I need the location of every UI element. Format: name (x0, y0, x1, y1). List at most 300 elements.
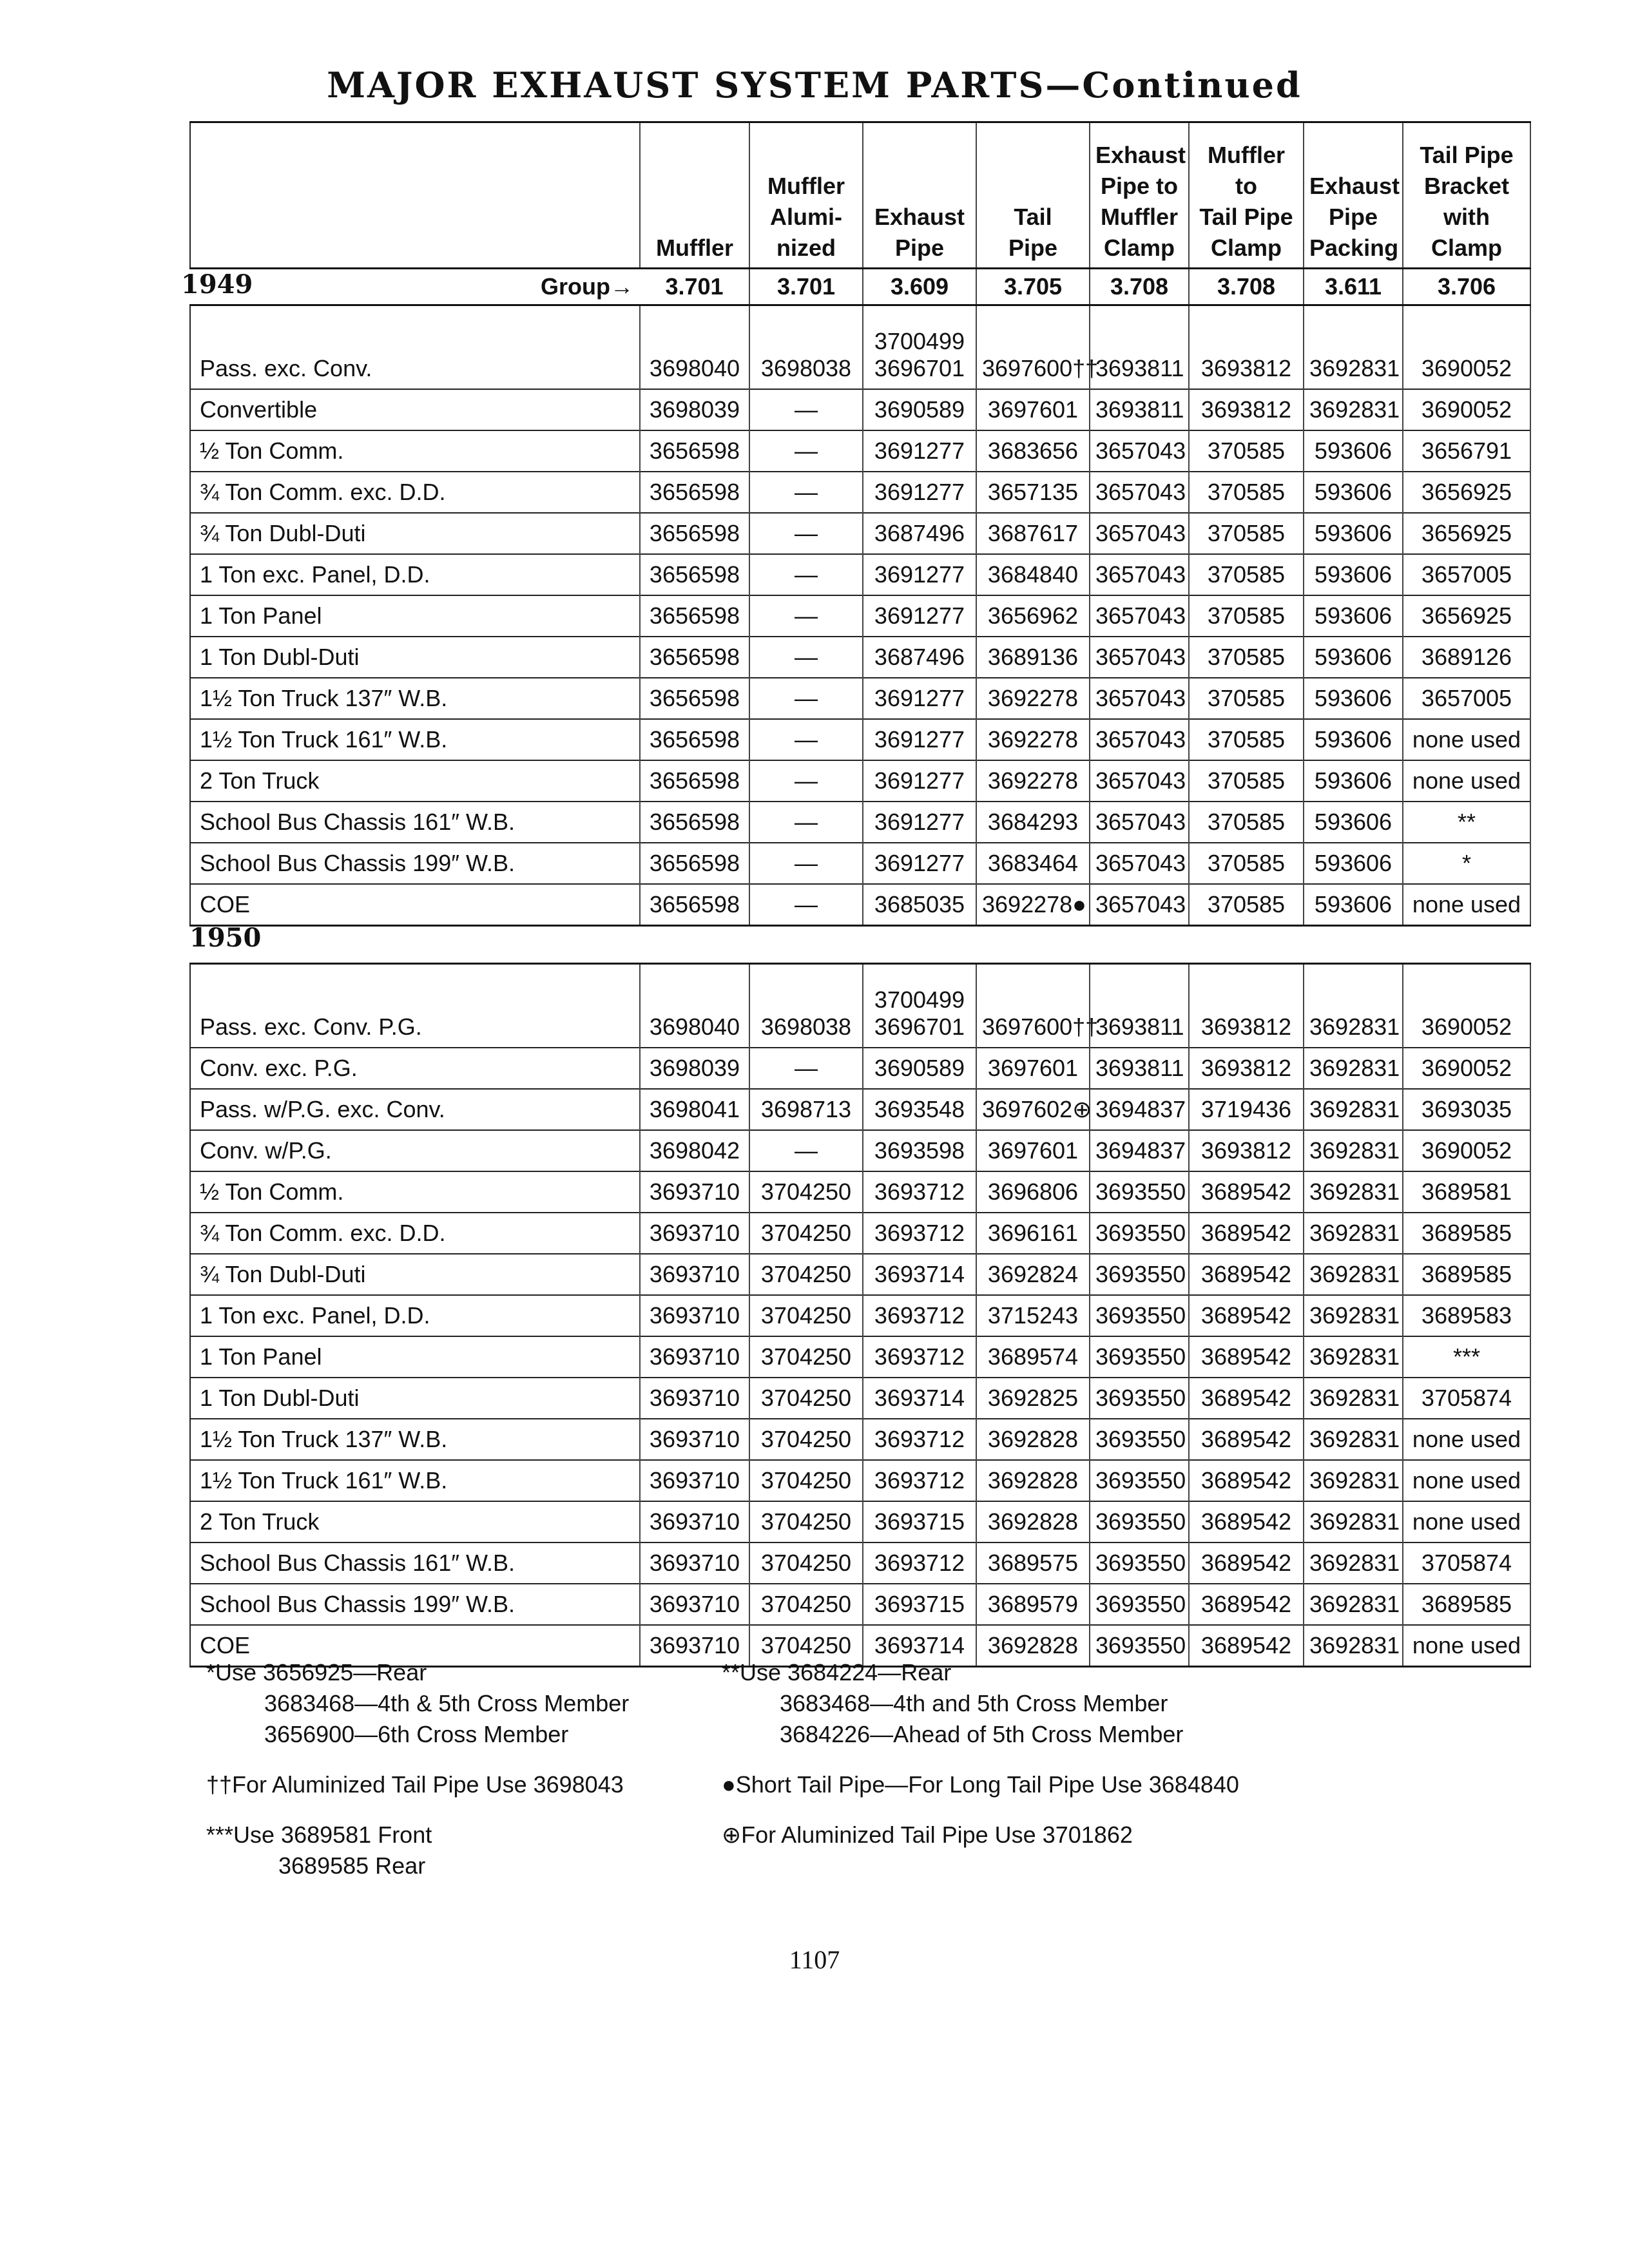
tail-pipe-cell: 3697601 (976, 1130, 1090, 1171)
pipe-muffler-clamp-cell: 3693550 (1090, 1336, 1189, 1378)
footnote-single-star (206, 1657, 629, 1750)
model-cell: 1 Ton Panel (190, 595, 640, 637)
pipe-muffler-clamp-cell: 3693811 (1090, 305, 1189, 390)
muffler-tail-clamp-cell: 3689542 (1189, 1213, 1304, 1254)
muffler-tail-clamp-cell: 3689542 (1189, 1419, 1304, 1460)
aluminized-muffler-cell: 3704250 (749, 1295, 863, 1336)
footnote-line: 3689585 Rear (278, 1852, 426, 1879)
page-title: MAJOR EXHAUST SYSTEM PARTS—Continued (327, 64, 1302, 106)
muffler-cell: 3693710 (640, 1213, 749, 1254)
packing-cell: 593606 (1304, 802, 1403, 843)
header-tail-pipe-line-1: Tail (1014, 204, 1052, 230)
pipe-muffler-clamp-cell: 3693550 (1090, 1171, 1189, 1213)
table-row (190, 760, 1530, 802)
muffler-cell: 3656598 (640, 802, 749, 843)
muffler-cell: 3693710 (640, 1501, 749, 1542)
bracket-cell: * (1403, 843, 1530, 884)
aluminized-muffler-cell: — (749, 843, 863, 884)
model-cell: ¾ Ton Dubl-Duti (190, 1254, 640, 1295)
header-epp-line-2: Pipe (1328, 204, 1378, 230)
table-row (190, 1378, 1530, 1419)
model-cell: 1 Ton exc. Panel, D.D. (190, 554, 640, 595)
tail-pipe-cell: 3692278 (976, 760, 1090, 802)
muffler-tail-clamp-cell: 370585 (1189, 513, 1304, 554)
pipe-muffler-clamp-cell: 3693550 (1090, 1542, 1189, 1584)
muffler-tail-clamp-cell: 3719436 (1189, 1089, 1304, 1130)
aluminized-muffler-cell: — (749, 1130, 863, 1171)
header-tpb-line-3: with (1443, 204, 1490, 230)
group-code: 3.701 (749, 269, 863, 305)
exhaust-pipe-cell: 3693715 (863, 1501, 976, 1542)
muffler-cell: 3656598 (640, 595, 749, 637)
tail-pipe-cell: 3692828 (976, 1501, 1090, 1542)
footnote-double-dagger (206, 1769, 629, 1800)
table-row (190, 964, 1530, 1048)
tail-pipe-cell: 3689136 (976, 637, 1090, 678)
aluminized-muffler-cell: — (749, 554, 863, 595)
tail-pipe-cell: 3715243 (976, 1295, 1090, 1336)
packing-cell: 3692831 (1304, 389, 1403, 430)
table-row (190, 513, 1530, 554)
aluminized-muffler-cell: 3704250 (749, 1378, 863, 1419)
table-row (190, 1542, 1530, 1584)
bracket-cell: 3689583 (1403, 1295, 1530, 1336)
exhaust-pipe-cell: 3693712 (863, 1460, 976, 1501)
table-row (190, 843, 1530, 884)
header-epmc-line-4: Clamp (1103, 235, 1175, 261)
tail-pipe-cell: 3684840 (976, 554, 1090, 595)
table-row (190, 389, 1530, 430)
header-exhaust-pipe (863, 122, 976, 269)
bracket-cell: 3690052 (1403, 305, 1530, 390)
muffler-cell: 3693710 (640, 1295, 749, 1336)
header-exhaust-pipe-line-1: Exhaust (874, 204, 965, 230)
table-row (190, 472, 1530, 513)
muffler-cell: 3693710 (640, 1625, 749, 1667)
pipe-muffler-clamp-cell: 3657043 (1090, 554, 1189, 595)
aluminized-muffler-cell: 3698038 (749, 305, 863, 390)
exhaust-pipe-number: 3696701 (874, 355, 965, 381)
bracket-cell: 3705874 (1403, 1378, 1530, 1419)
group-code: 3.611 (1304, 269, 1403, 305)
tail-pipe-cell: 3689574 (976, 1336, 1090, 1378)
bracket-cell: 3656925 (1403, 513, 1530, 554)
header-tpb-line-1: Tail Pipe (1420, 142, 1514, 168)
muffler-cell: 3656598 (640, 472, 749, 513)
packing-cell: 593606 (1304, 884, 1403, 926)
muffler-tail-clamp-cell: 370585 (1189, 595, 1304, 637)
footnote-line: ⊕For Aluminized Tail Pipe Use 3701862 (722, 1821, 1133, 1848)
table-row (190, 1295, 1530, 1336)
model-cell: ¾ Ton Dubl-Duti (190, 513, 640, 554)
packing-cell: 3692831 (1304, 305, 1403, 390)
pipe-muffler-clamp-cell: 3657043 (1090, 513, 1189, 554)
muffler-tail-clamp-cell: 3689542 (1189, 1336, 1304, 1378)
bracket-cell: 3689581 (1403, 1171, 1530, 1213)
exhaust-pipe-cell: 3690589 (863, 1048, 976, 1089)
footnote-circled-plus (722, 1820, 1239, 1850)
model-cell: School Bus Chassis 199″ W.B. (190, 1584, 640, 1625)
exhaust-pipe-cell: 3691277 (863, 472, 976, 513)
group-row-1949 (190, 269, 1530, 305)
table-row (190, 305, 1530, 390)
muffler-tail-clamp-cell: 370585 (1189, 678, 1304, 719)
pipe-muffler-clamp-cell: 3657043 (1090, 719, 1189, 760)
packing-cell: 593606 (1304, 637, 1403, 678)
exhaust-pipe-cell: 3693712 (863, 1419, 976, 1460)
group-code: 3.708 (1189, 269, 1304, 305)
model-cell: Convertible (190, 389, 640, 430)
tail-pipe-cell: 3696806 (976, 1171, 1090, 1213)
bracket-cell: none used (1403, 1625, 1530, 1667)
tail-pipe-cell: 3689579 (976, 1584, 1090, 1625)
header-epp-line-1: Exhaust (1309, 173, 1400, 199)
muffler-cell: 3656598 (640, 430, 749, 472)
model-cell: 1 Ton Dubl-Duti (190, 1378, 640, 1419)
bracket-cell: 3656925 (1403, 595, 1530, 637)
packing-cell: 3692831 (1304, 1501, 1403, 1542)
bracket-cell: none used (1403, 1419, 1530, 1460)
table-row (190, 1254, 1530, 1295)
table-row (190, 1089, 1530, 1130)
model-cell: 1 Ton Panel (190, 1336, 640, 1378)
aluminized-muffler-cell: 3704250 (749, 1542, 863, 1584)
tail-pipe-cell: 3683656 (976, 430, 1090, 472)
year-1950-heading: 1950 (189, 923, 262, 953)
model-cell: COE (190, 884, 640, 926)
muffler-cell: 3656598 (640, 513, 749, 554)
model-cell: Conv. exc. P.G. (190, 1048, 640, 1089)
aluminized-muffler-cell: — (749, 719, 863, 760)
table-row (190, 1501, 1530, 1542)
table-row (190, 884, 1530, 926)
aluminized-muffler-cell: 3704250 (749, 1584, 863, 1625)
pipe-muffler-clamp-cell: 3693811 (1090, 1048, 1189, 1089)
muffler-cell: 3693710 (640, 1460, 749, 1501)
muffler-tail-clamp-cell: 3689542 (1189, 1460, 1304, 1501)
group-code: 3.609 (863, 269, 976, 305)
exhaust-pipe-cell: 3685035 (863, 884, 976, 926)
model-cell: ¾ Ton Comm. exc. D.D. (190, 1213, 640, 1254)
group-code: 3.705 (976, 269, 1090, 305)
aluminized-muffler-cell: — (749, 472, 863, 513)
footnotes-right (722, 1657, 1239, 1850)
tail-pipe-cell: 3697601 (976, 1048, 1090, 1089)
table-row (190, 1419, 1530, 1460)
exhaust-pipe-cell: 3693712 (863, 1213, 976, 1254)
exhaust-pipe-cell (863, 964, 976, 1048)
tail-pipe-cell: 3657135 (976, 472, 1090, 513)
bracket-cell: 3689585 (1403, 1584, 1530, 1625)
tail-pipe-cell: 3687617 (976, 513, 1090, 554)
exhaust-pipe-cell: 3691277 (863, 554, 976, 595)
footnote-line: ●Short Tail Pipe—For Long Tail Pipe Use 3684840 (722, 1771, 1239, 1798)
packing-cell: 3692831 (1304, 1460, 1403, 1501)
exhaust-pipe-cell: 3693712 (863, 1336, 976, 1378)
model-cell: ½ Ton Comm. (190, 1171, 640, 1213)
muffler-cell: 3693710 (640, 1171, 749, 1213)
pipe-muffler-clamp-cell: 3693550 (1090, 1460, 1189, 1501)
packing-cell: 3692831 (1304, 1419, 1403, 1460)
header-epmc-line-2: Pipe to (1100, 173, 1178, 199)
model-cell: ¾ Ton Comm. exc. D.D. (190, 472, 640, 513)
muffler-tail-clamp-cell: 370585 (1189, 719, 1304, 760)
muffler-cell: 3693710 (640, 1542, 749, 1584)
exhaust-pipe-cell: 3693714 (863, 1254, 976, 1295)
muffler-tail-clamp-cell: 3689542 (1189, 1584, 1304, 1625)
muffler-cell: 3698040 (640, 305, 749, 390)
table-row (190, 1130, 1530, 1171)
header-mtpc-line-4: Clamp (1210, 235, 1282, 261)
header-exhaust-pipe-packing (1304, 122, 1403, 269)
header-mtpc-line-1: Muffler (1208, 142, 1285, 168)
table-row (190, 1213, 1530, 1254)
model-cell: 1 Ton Dubl-Duti (190, 637, 640, 678)
alternate-exhaust-pipe: 3700499 (874, 328, 965, 354)
header-tail-pipe-line-2: Pipe (1008, 235, 1058, 261)
pipe-muffler-clamp-cell: 3657043 (1090, 802, 1189, 843)
muffler-tail-clamp-cell: 370585 (1189, 802, 1304, 843)
muffler-tail-clamp-cell: 370585 (1189, 760, 1304, 802)
footnote-line: *Use 3656925—Rear (206, 1659, 427, 1686)
packing-cell: 593606 (1304, 513, 1403, 554)
muffler-tail-clamp-cell: 3693812 (1189, 1048, 1304, 1089)
muffler-cell: 3693710 (640, 1378, 749, 1419)
muffler-tail-clamp-cell: 370585 (1189, 554, 1304, 595)
aluminized-muffler-cell: — (749, 678, 863, 719)
packing-cell: 3692831 (1304, 1254, 1403, 1295)
model-cell: 2 Ton Truck (190, 760, 640, 802)
alternate-exhaust-pipe: 3700499 (874, 986, 965, 1013)
muffler-tail-clamp-cell: 370585 (1189, 884, 1304, 926)
bracket-cell: none used (1403, 1460, 1530, 1501)
aluminized-muffler-cell: — (749, 760, 863, 802)
model-cell: School Bus Chassis 161″ W.B. (190, 802, 640, 843)
muffler-cell: 3656598 (640, 843, 749, 884)
packing-cell: 3692831 (1304, 1378, 1403, 1419)
tail-pipe-cell: 3697600†† (976, 964, 1090, 1048)
header-tail-pipe-bracket (1403, 122, 1530, 269)
pipe-muffler-clamp-cell: 3693811 (1090, 964, 1189, 1048)
muffler-tail-clamp-cell: 3689542 (1189, 1378, 1304, 1419)
muffler-tail-clamp-cell: 370585 (1189, 843, 1304, 884)
tail-pipe-cell: 3692825 (976, 1378, 1090, 1419)
muffler-cell: 3698040 (640, 964, 749, 1048)
header-epmc-line-1: Exhaust (1095, 142, 1186, 168)
packing-cell: 593606 (1304, 678, 1403, 719)
bracket-cell: 3689585 (1403, 1254, 1530, 1295)
muffler-cell: 3693710 (640, 1336, 749, 1378)
table-row (190, 595, 1530, 637)
packing-cell: 593606 (1304, 719, 1403, 760)
header-tpb-line-2: Bracket (1423, 173, 1510, 199)
packing-cell: 3692831 (1304, 964, 1403, 1048)
table-1949-body (190, 305, 1530, 926)
page-number: 1107 (789, 1945, 840, 1974)
header-muffler-aluminized (749, 122, 863, 269)
tail-pipe-cell: 3656962 (976, 595, 1090, 637)
tail-pipe-cell: 3697600†† (976, 305, 1090, 390)
footnote-line: ***Use 3689581 Front (206, 1821, 432, 1848)
table-row (190, 1584, 1530, 1625)
muffler-cell: 3698039 (640, 1048, 749, 1089)
packing-cell: 3692831 (1304, 1625, 1403, 1667)
pipe-muffler-clamp-cell: 3657043 (1090, 430, 1189, 472)
table-row (190, 430, 1530, 472)
table-row (190, 1048, 1530, 1089)
model-cell: School Bus Chassis 199″ W.B. (190, 843, 640, 884)
packing-cell: 3692831 (1304, 1584, 1403, 1625)
tail-pipe-cell: 3692828 (976, 1625, 1090, 1667)
packing-cell: 593606 (1304, 843, 1403, 884)
muffler-cell: 3656598 (640, 678, 749, 719)
table-row (190, 1171, 1530, 1213)
model-cell: Pass. exc. Conv. P.G. (190, 964, 640, 1048)
aluminized-muffler-cell: — (749, 1048, 863, 1089)
muffler-tail-clamp-cell: 3689542 (1189, 1501, 1304, 1542)
exhaust-pipe-number: 3696701 (874, 1014, 965, 1040)
exhaust-pipe-cell: 3691277 (863, 678, 976, 719)
packing-cell: 3692831 (1304, 1295, 1403, 1336)
aluminized-muffler-cell: — (749, 884, 863, 926)
muffler-cell: 3698042 (640, 1130, 749, 1171)
year-1949: 1949 (181, 269, 253, 300)
model-cell: 1½ Ton Truck 137″ W.B. (190, 678, 640, 719)
muffler-tail-clamp-cell: 370585 (1189, 472, 1304, 513)
table-row (190, 554, 1530, 595)
bracket-cell: 3693035 (1403, 1089, 1530, 1130)
exhaust-pipe-cell: 3687496 (863, 513, 976, 554)
group-code: 3.708 (1090, 269, 1189, 305)
tail-pipe-cell: 3697602⊕ (976, 1089, 1090, 1130)
tail-pipe-cell: 3692278 (976, 719, 1090, 760)
bracket-cell: ** (1403, 802, 1530, 843)
muffler-cell: 3693710 (640, 1419, 749, 1460)
bracket-cell: 3689585 (1403, 1213, 1530, 1254)
table-row (190, 1336, 1530, 1378)
footnotes-left (206, 1657, 629, 1881)
header-muffler-aluminized-line-3: nized (776, 235, 836, 261)
exhaust-pipe-cell: 3693715 (863, 1584, 976, 1625)
aluminized-muffler-cell: 3704250 (749, 1501, 863, 1542)
model-cell: School Bus Chassis 161″ W.B. (190, 1542, 640, 1584)
packing-cell: 593606 (1304, 554, 1403, 595)
packing-cell: 593606 (1304, 760, 1403, 802)
aluminized-muffler-cell: — (749, 595, 863, 637)
footnote-line: 3683468—4th and 5th Cross Member (780, 1690, 1168, 1716)
header-muffler-to-tail-pipe-clamp (1189, 122, 1304, 269)
footnote-triple-star (206, 1820, 629, 1881)
table-1950-body (190, 964, 1530, 1667)
footnote-line: 3656900—6th Cross Member (264, 1721, 569, 1747)
muffler-tail-clamp-cell: 3693812 (1189, 1130, 1304, 1171)
group-label: Group→ (541, 273, 633, 300)
packing-cell: 3692831 (1304, 1542, 1403, 1584)
group-row-label (181, 269, 640, 305)
aluminized-muffler-cell: 3704250 (749, 1254, 863, 1295)
tail-pipe-cell: 3692278● (976, 884, 1090, 926)
muffler-cell: 3656598 (640, 760, 749, 802)
pipe-muffler-clamp-cell: 3694837 (1090, 1089, 1189, 1130)
header-muffler-line-1: Muffler (656, 235, 733, 261)
header-mtpc-line-2: to (1235, 173, 1257, 199)
header-muffler-aluminized-line-1: Muffler (767, 173, 845, 199)
bracket-cell: 3705874 (1403, 1542, 1530, 1584)
pipe-muffler-clamp-cell: 3694837 (1090, 1130, 1189, 1171)
tail-pipe-cell: 3683464 (976, 843, 1090, 884)
model-cell: Conv. w/P.G. (190, 1130, 640, 1171)
bracket-cell: 3657005 (1403, 554, 1530, 595)
pipe-muffler-clamp-cell: 3657043 (1090, 472, 1189, 513)
muffler-tail-clamp-cell: 3693812 (1189, 305, 1304, 390)
pipe-muffler-clamp-cell: 3693550 (1090, 1501, 1189, 1542)
header-spacer (190, 122, 640, 269)
muffler-tail-clamp-cell: 3689542 (1189, 1254, 1304, 1295)
exhaust-pipe-cell: 3691277 (863, 719, 976, 760)
exhaust-pipe-cell: 3690589 (863, 389, 976, 430)
tail-pipe-cell: 3692278 (976, 678, 1090, 719)
bracket-cell: none used (1403, 1501, 1530, 1542)
packing-cell: 593606 (1304, 472, 1403, 513)
packing-cell: 3692831 (1304, 1336, 1403, 1378)
model-cell: Pass. w/P.G. exc. Conv. (190, 1089, 640, 1130)
packing-cell: 3692831 (1304, 1213, 1403, 1254)
pipe-muffler-clamp-cell: 3657043 (1090, 884, 1189, 926)
pipe-muffler-clamp-cell: 3693550 (1090, 1254, 1189, 1295)
aluminized-muffler-cell: — (749, 802, 863, 843)
aluminized-muffler-cell: 3704250 (749, 1213, 863, 1254)
group-code: 3.701 (640, 269, 749, 305)
bracket-cell: none used (1403, 884, 1530, 926)
header-epp-line-3: Packing (1309, 235, 1399, 261)
pipe-muffler-clamp-cell: 3693550 (1090, 1419, 1189, 1460)
pipe-muffler-clamp-cell: 3693550 (1090, 1295, 1189, 1336)
bracket-cell: 3690052 (1403, 1130, 1530, 1171)
footnote-double-star (722, 1657, 1239, 1750)
muffler-tail-clamp-cell: 3693812 (1189, 389, 1304, 430)
header-epmc-line-3: Muffler (1101, 204, 1178, 230)
header-tail-pipe (976, 122, 1090, 269)
model-cell: 1½ Ton Truck 161″ W.B. (190, 719, 640, 760)
aluminized-muffler-cell: — (749, 389, 863, 430)
aluminized-muffler-cell: 3704250 (749, 1336, 863, 1378)
table-row (190, 1460, 1530, 1501)
aluminized-muffler-cell: 3704250 (749, 1625, 863, 1667)
muffler-cell: 3656598 (640, 719, 749, 760)
muffler-cell: 3698041 (640, 1089, 749, 1130)
exhaust-pipe-cell: 3693714 (863, 1625, 976, 1667)
table-1949 (181, 121, 1531, 927)
header-tpb-line-4: Clamp (1431, 235, 1503, 261)
bracket-cell: 3657005 (1403, 678, 1530, 719)
pipe-muffler-clamp-cell: 3657043 (1090, 843, 1189, 884)
pipe-muffler-clamp-cell: 3657043 (1090, 637, 1189, 678)
exhaust-pipe-cell: 3691277 (863, 595, 976, 637)
exhaust-pipe-cell: 3691277 (863, 802, 976, 843)
pipe-muffler-clamp-cell: 3693811 (1090, 389, 1189, 430)
footnote-line: 3684226—Ahead of 5th Cross Member (780, 1721, 1184, 1747)
exhaust-pipe-cell: 3693598 (863, 1130, 976, 1171)
packing-cell: 3692831 (1304, 1171, 1403, 1213)
aluminized-muffler-cell: 3698713 (749, 1089, 863, 1130)
muffler-tail-clamp-cell: 370585 (1189, 637, 1304, 678)
model-cell: 1½ Ton Truck 137″ W.B. (190, 1419, 640, 1460)
exhaust-pipe-cell: 3693548 (863, 1089, 976, 1130)
footnote-line: ††For Aluminized Tail Pipe Use 3698043 (206, 1771, 624, 1798)
table-row (190, 678, 1530, 719)
packing-cell: 3692831 (1304, 1130, 1403, 1171)
bracket-cell: 3690052 (1403, 964, 1530, 1048)
